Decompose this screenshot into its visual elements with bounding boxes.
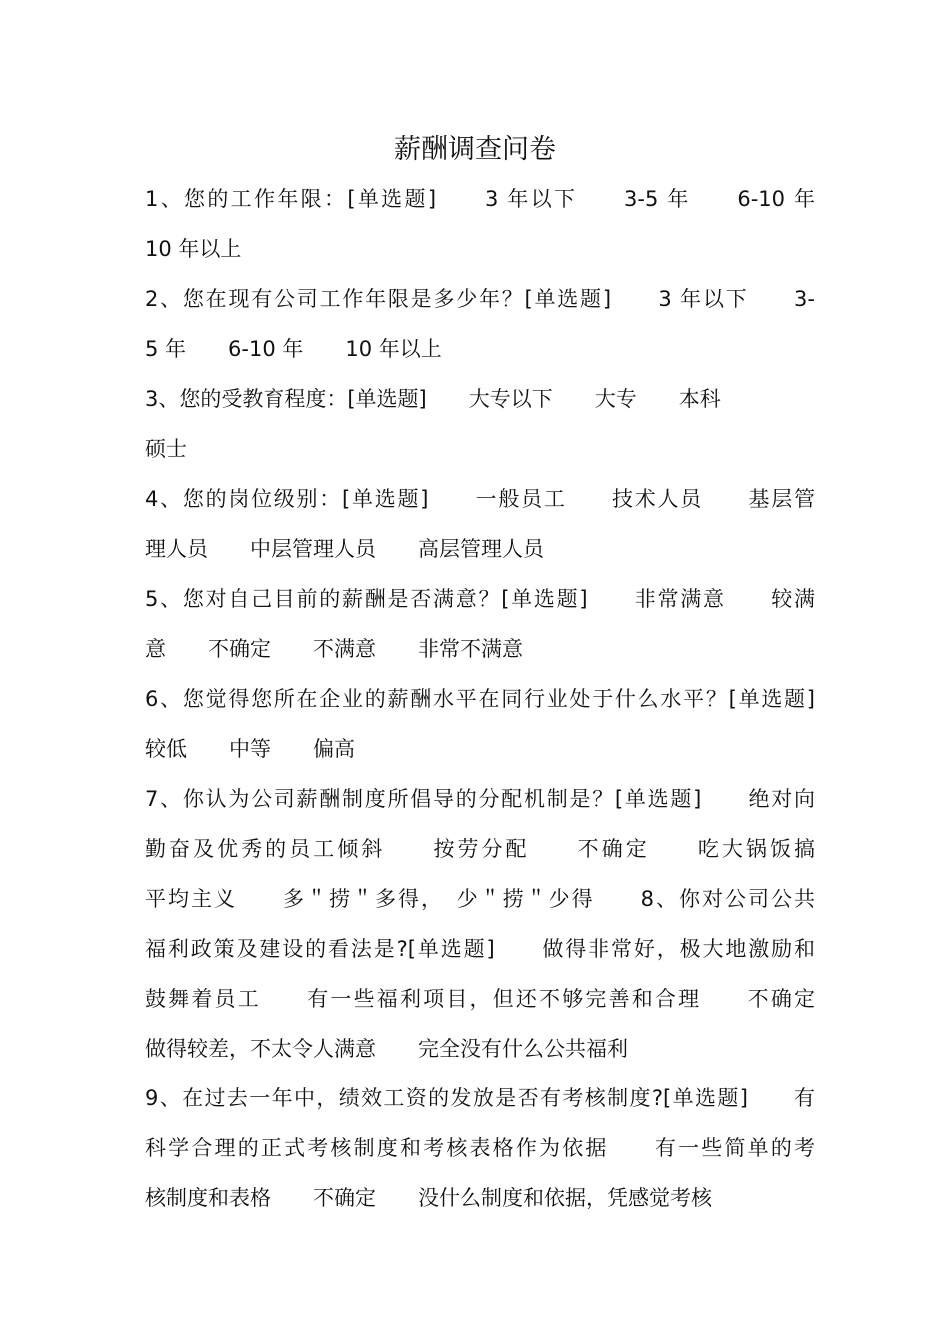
question-8-line-3: 鼓舞着员工 有一些福利项目，但还不够完善和合理 不确定 [145, 987, 815, 1011]
question-1-line-2: 10 年以上 [145, 237, 242, 261]
question-5-line-1: 5、您对自己目前的薪酬是否满意？[单选题] 非常满意 较满 [145, 587, 815, 611]
question-2-line-1: 2、您在现有公司工作年限是多少年？[单选题] 3 年以下 3- [145, 287, 815, 311]
question-7-8-line: 平均主义 多＂捞＂多得， 少＂捞＂少得 8、你对公司公共 [145, 887, 815, 911]
question-8-line-4: 做得较差，不太令人满意 完全没有什么公共福利 [145, 1037, 628, 1061]
question-3-line-2: 硕士 [145, 437, 187, 461]
question-2-line-2: 5 年 6-10 年 10 年以上 [145, 337, 442, 361]
question-9-line-2: 科学合理的正式考核制度和考核表格作为依据 有一些简单的考 [145, 1136, 815, 1160]
question-5-line-2: 意 不确定 不满意 非常不满意 [145, 637, 523, 661]
question-4-line-2: 理人员 中层管理人员 高层管理人员 [145, 537, 544, 561]
page-title: 薪酬调查问卷 [394, 134, 556, 165]
question-7-line-2: 勤奋及优秀的员工倾斜 按劳分配 不确定 吃大锅饭搞 [145, 837, 815, 861]
question-3-line-1: 3、您的受教育程度：[单选题] 大专以下 大专 本科 [145, 387, 721, 411]
question-1-line-1: 1、您的工作年限：[单选题] 3 年以下 3-5 年 6-10 年 [145, 187, 815, 211]
question-6-line-1: 6、您觉得您所在企业的薪酬水平在同行业处于什么水平？[单选题] [145, 687, 815, 711]
question-7-line-1: 7、你认为公司薪酬制度所倡导的分配机制是？[单选题] 绝对向 [145, 787, 815, 811]
question-8-line-2: 福利政策及建设的看法是?[单选题] 做得非常好，极大地激励和 [145, 937, 815, 961]
question-9-line-1: 9、在过去一年中，绩效工资的发放是否有考核制度?[单选题] 有 [145, 1086, 815, 1110]
question-9-line-3: 核制度和表格 不确定 没什么制度和依据，凭感觉考核 [145, 1186, 712, 1210]
question-6-line-2: 较低 中等 偏高 [145, 737, 355, 761]
question-4-line-1: 4、您的岗位级别：[单选题] 一般员工 技术人员 基层管 [145, 487, 815, 511]
